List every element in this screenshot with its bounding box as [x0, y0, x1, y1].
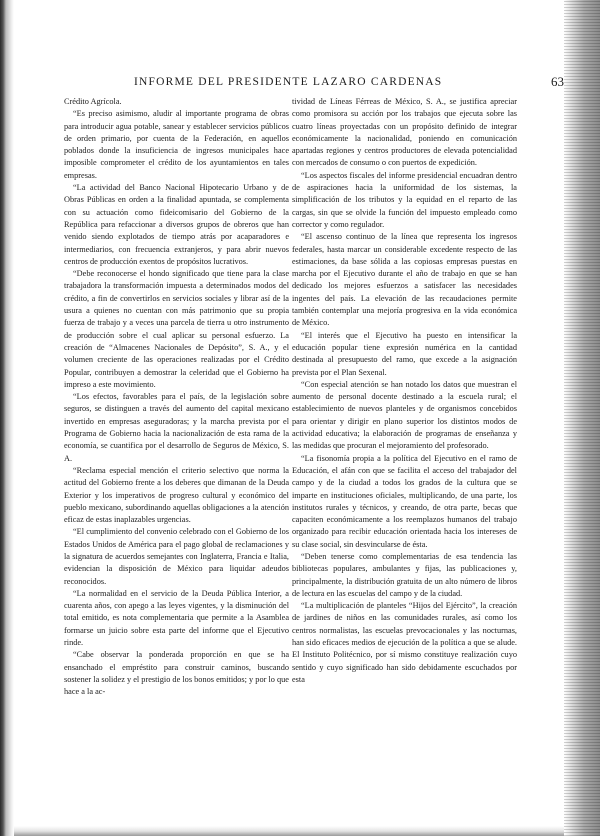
paragraph: “El cumplimiento del convenio celebrado con el Gobierno de los Estados Unidos de América para el pago global de reclamaciones y la signatura de acuerdos semejantes con Inglaterra, Francia e Italia, evidencian la disposición de México para liquidar adeudos reconocidos. — [64, 527, 289, 586]
paragraph: Crédito Agrícola. — [64, 97, 122, 106]
paragraph: “Cabe observar la ponderada proporción en que se ha ensanchado el empréstito para construir caminos, buscando sostener la solidez y el prestigio de los bonos emitidos; y por lo que hace a la ac- — [64, 650, 289, 697]
paragraph: “La normalidad en el servicio de la Deuda Pública Interior, a cuarenta años, con apego a las leyes vigentes, y la disminución del total emitido, es nota complementaria que permite a la Asamblea formarse un juicio sobre esta parte del informe que el Ejecutivo rinde. — [64, 588, 289, 648]
running-head: INFORME DEL PRESIDENTE LAZARO CARDENAS — [134, 76, 443, 88]
paragraph: “La fisonomía propia a la política del Ejecutivo en el ramo de Educación, el afán con que se facilita el acceso del trabajador del campo y de la ciudad a todos los grados de la cultura que se imparte en instituciones oficiales, multiplicando, de una parte, los institutos rurales y técnicos, y creando, de otra parte, becas que capaciten económicamente a los reemplazos humanos del trabajo organizado para recibir educación orientada hacia los intereses de su clase social, sin desvincularse de ésta. — [292, 453, 517, 549]
paragraph: tividad de Líneas Férreas de México, S. A., se justifica apreciar como promisora su acción por los trabajos que ejecuta sobre las cuatro líneas proyectadas con un propósito definido de integrar económicamente la nacionalidad, poniendo en comunicación apartadas regiones y centros productores de elevada potencialidad con mercados de consumo o con puertos de expedición. — [292, 97, 517, 168]
paragraph: “Debe reconocerse el hondo significado que tiene para la clase trabajadora la transformación impuesta a determinados modos del crédito, a fin de convertirlos en servicios sociales y librar así de la usura a quienes no cuentan con más patrimonio que su propia fuerza de trabajo y a veces una parcela de tierra u otro instrumento de producción sobre el cual aplicar su personal esfuerzo. La creación de “Almacenes Nacionales de Depósito”, S. A., y el volumen creciente de las operaciones realizadas por el Crédito Popular, contribuyen a demostrar la celeridad que el Gobierno ha impreso a este movimiento. — [64, 269, 289, 389]
paragraph: “Los efectos, favorables para el país, de la legislación sobre seguros, se distinguen a través del aumento del capital mexicano invertido en empresas aseguradoras; y la marcha prevista por el Programa de Gobierno hacia la nacionalización de esta rama de la economía, se cuantifica por el desarrollo de Seguros de México, S. A. — [64, 392, 289, 463]
scan-shadow-bottom — [14, 826, 564, 836]
right-column — [292, 96, 517, 686]
scan-shadow-right — [564, 0, 600, 836]
paragraph: “El ascenso continuo de la línea que representa los ingresos federales, hasta marcar un considerable excedente respecto de las estimaciones, da base sólida a las copiosas empresas puestas en marcha por el Ejecutivo durante el año de trabajo en que se han dedicado los mejores esfuerzos a satisfacer las necesidades ingentes del país. La elevación de las recaudaciones permite también contemplar una mejoría progresiva en la vida económica de México. — [292, 232, 517, 328]
paragraph: “Con especial atención se han notado los datos que muestran el aumento de personal docente destinado a la escuela rural; el establecimiento de nuevos planteles y de organismos concebidos para orientar y dirigir en plano superior los distintos modos de actividad educativa; la elaboración de programas de enseñanza y las medidas que procuran el mejoramiento del profesorado. — [292, 379, 517, 451]
paragraph: “La actividad del Banco Nacional Hipotecario Urbano y de Obras Públicas en orden a la finalidad apuntada, se complementa con su actuación como fideicomisario del Gobierno de la República para refaccionar a diversos grupos de obreros que han venido siendo explotados de tiempo atrás por acaparadores e intermediarios, con frecuencia extranjeros, y para abrir nuevos centros de producción exentos de propósitos lucrativos. — [64, 183, 289, 266]
paragraph: “Es preciso asimismo, aludir al importante programa de obras para introducir agua potable, sanear y establecer servicios públicos de orden primario, por cuenta de la Federación, en aquellos poblados donde la insuficiencia de ingresos municipales hace imposible comprometer el crédito de los ayuntamientos en tales empresas. — [64, 109, 289, 180]
paragraph: “El interés que el Ejecutivo ha puesto en intensificar la educación popular tiene expresión numérica en la cantidad destinada al presupuesto del ramo, que excede a la asignación prevista por el Plan Sexenal. — [292, 330, 517, 377]
paragraph: “La multiplicación de planteles “Hijos del Ejército”, la creación de jardines de niños en las comunidades rurales, así como los centros normalistas, las escuelas prevocacionales y las nocturnas, han sido eficaces medios de ejecución de la política a que se alude. El Instituto Politécnico, por sí mismo constituye realización cuyo sentido y cuyo significado han sido debidamente escuchados por esta — [292, 601, 517, 684]
scan-shadow-left — [0, 0, 14, 836]
paragraph: “Deben tenerse como complementarias de esa tendencia las bibliotecas populares, ambulantes y fijas, las publicaciones y, principalmente, la distribución gratuita de un alto número de libros de lectura en las escuelas del campo y de la ciudad. — [292, 551, 517, 598]
left-column — [64, 96, 289, 699]
paragraph: “Los aspectos fiscales del informe presidencial encuadran dentro de aspiraciones hacia la uniformidad de los sistemas, la simplificación de los tributos y la equidad en el reparto de las cargas, sin que se olvide la función del impuesto empleado como corrector y como regulador. — [292, 170, 517, 229]
paragraph: “Reclama especial mención el criterio selectivo que norma la actitud del Gobierno frente a los deberes que dimanan de la Deuda Exterior y los imperativos de progreso cultural y económico del pueblo mexicano, subordinando aquellas obligaciones a la atención eficaz de estas inaplazables urgencias. — [64, 465, 289, 525]
page-number: 63 — [551, 74, 564, 89]
